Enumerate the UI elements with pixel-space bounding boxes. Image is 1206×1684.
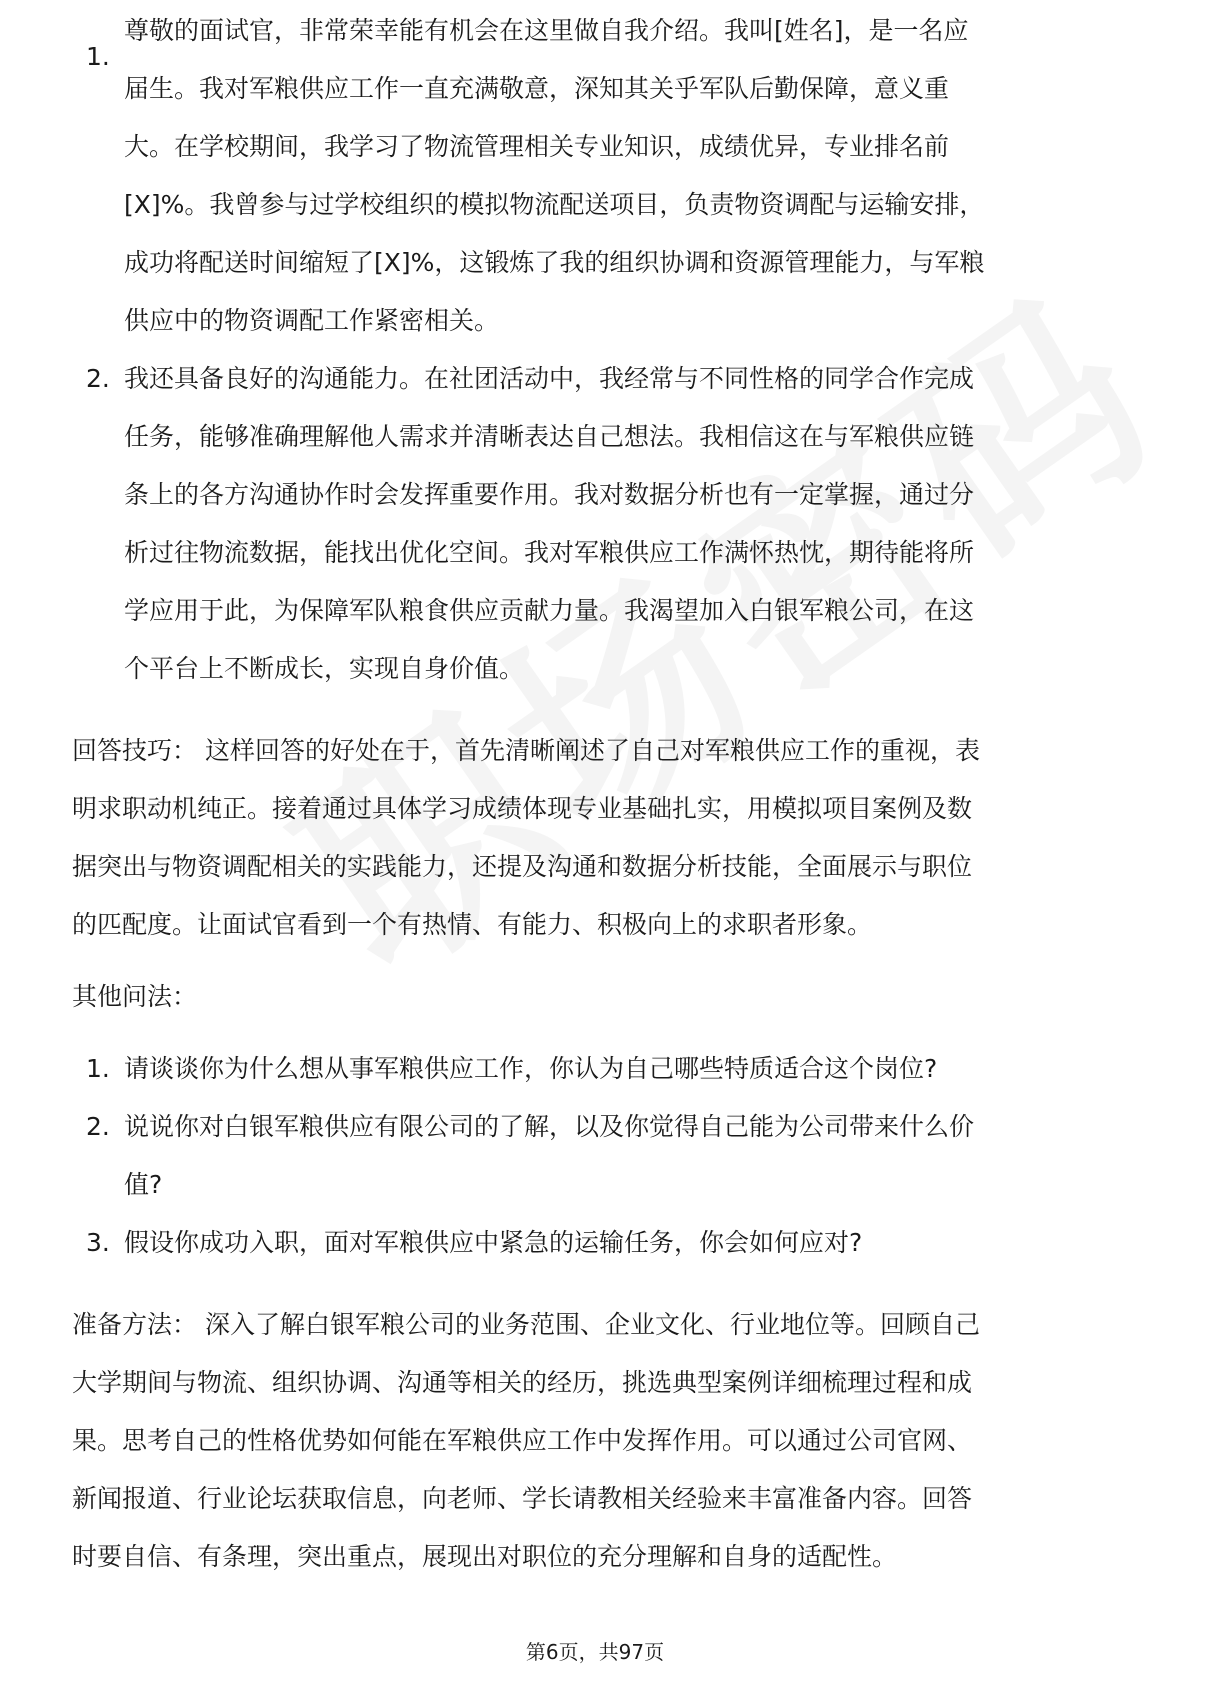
- text-line: 大学期间与物流、组织协调、沟通等相关的经历，挑选典型案例详细梳理过程和成: [72, 1368, 973, 1397]
- text-line: 准备方法： 深入了解白银军粮公司的业务范围、企业文化、行业地位等。回顾自己: [72, 1310, 980, 1339]
- answer-list: [72, 16, 1122, 698]
- list-item: [72, 1040, 1122, 1098]
- text-line: 假设你成功入职，面对军粮供应中紧急的运输任务，你会如何应对?: [124, 1228, 863, 1257]
- list-number: 2.: [86, 364, 110, 393]
- text-line: 任务，能够准确理解他人需求并清晰表达自己想法。我相信这在与军粮供应链: [124, 422, 975, 451]
- text-line: 成功将配送时间缩短了[X]%，这锻炼了我的组织协调和资源管理能力，与军粮: [124, 248, 985, 277]
- preparation-paragraph: [72, 1296, 1122, 1586]
- page-number-footer: 第6页，共97页: [525, 1640, 665, 1664]
- list-number: 3.: [86, 1228, 110, 1257]
- text-line: 析过往物流数据，能找出优化空间。我对军粮供应工作满怀热忱，期待能将所: [124, 538, 975, 567]
- text-line: 个平台上不断成长，实现自身价值。: [124, 654, 525, 683]
- list-number: 1.: [86, 1054, 110, 1083]
- text-line: 新闻报道、行业论坛获取信息，向老师、学长请教相关经验来丰富准备内容。回答: [72, 1484, 973, 1513]
- text-line: 供应中的物资调配工作紧密相关。: [124, 306, 500, 335]
- text-line: 值?: [124, 1170, 163, 1199]
- list-item: [72, 350, 1122, 698]
- tips-paragraph: [72, 722, 1122, 954]
- text-line: 时要自信、有条理，突出重点，展现出对职位的充分理解和自身的适配性。: [72, 1542, 898, 1571]
- list-item: [72, 1214, 1122, 1272]
- list-item: [72, 1098, 1122, 1214]
- text-line: 条上的各方沟通协作时会发挥重要作用。我对数据分析也有一定掌握，通过分: [124, 480, 975, 509]
- text-line: 学应用于此，为保障军队粮食供应贡献力量。我渴望加入白银军粮公司，在这: [124, 596, 975, 625]
- text-line: 说说你对白银军粮供应有限公司的了解，以及你觉得自己能为公司带来什么价: [124, 1112, 975, 1141]
- text-line: 大。在学校期间，我学习了物流管理相关专业知识，成绩优异，专业排名前: [124, 132, 950, 161]
- text-line: 请谈谈你为什么想从事军粮供应工作，你认为自己哪些特质适合这个岗位?: [124, 1054, 938, 1083]
- cut-off-line: [86, 16, 1122, 71]
- other-questions-list: [72, 1040, 1122, 1272]
- text-line: [X]%。我曾参与过学校组织的模拟物流配送项目，负责物资调配与运输安排，: [124, 190, 985, 219]
- text-line: 果。思考自己的性格优势如何能在军粮供应工作中发挥作用。可以通过公司官网、: [72, 1426, 973, 1455]
- text-line: 的匹配度。让面试官看到一个有热情、有能力、积极向上的求职者形象。: [72, 910, 873, 939]
- text-line: 届生。我对军粮供应工作一直充满敬意，深知其关乎军队后勤保障，意义重: [124, 74, 950, 103]
- other-questions-heading: 其他问法：: [72, 982, 198, 1011]
- text-line: 据突出与物资调配相关的实践能力，还提及沟通和数据分析技能，全面展示与职位: [72, 852, 973, 881]
- document-body: [72, 16, 1122, 1586]
- text-line: 尊敬的面试官，非常荣幸能有机会在这里做自我介绍。我叫[姓名]，是一名应: [124, 16, 969, 45]
- text-line: 我还具备良好的沟通能力。在社团活动中，我经常与不同性格的同学合作完成: [124, 364, 975, 393]
- list-number: 2.: [86, 1112, 110, 1141]
- list-number: 1.: [86, 42, 110, 71]
- text-line: 回答技巧： 这样回答的好处在于，首先清晰阐述了自己对军粮供应工作的重视，表: [72, 736, 980, 765]
- text-line: 明求职动机纯正。接着通过具体学习成绩体现专业基础扎实，用模拟项目案例及数: [72, 794, 973, 823]
- list-item: [72, 16, 1122, 350]
